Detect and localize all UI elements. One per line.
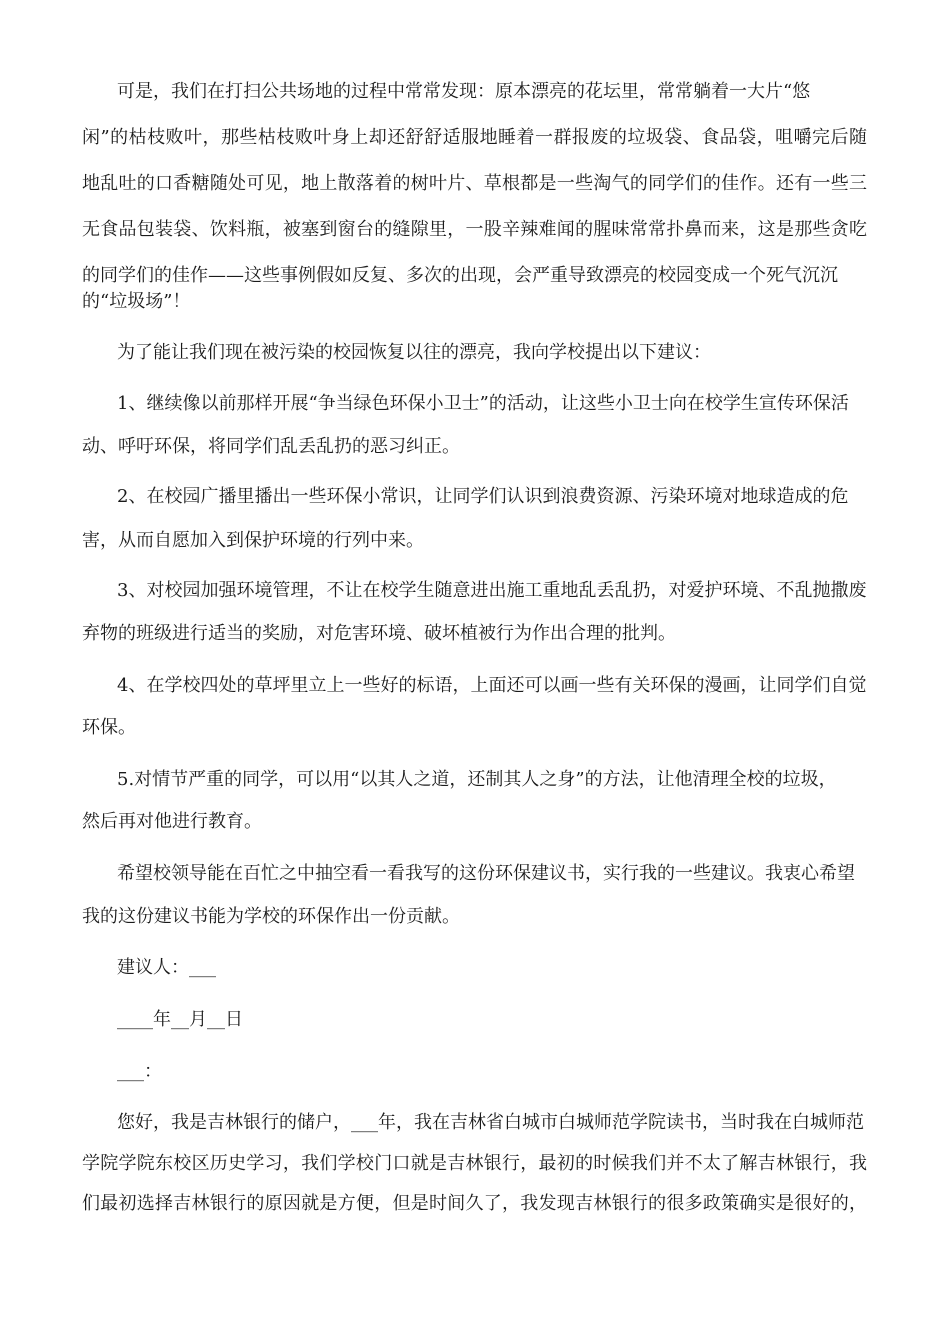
text-line: 我的这份建议书能为学校的环保作出一份贡献。 — [82, 906, 460, 927]
text-line: 学院学院东校区历史学习，我们学校门口就是吉林银行，最初的时候我们并不太了解吉林银行，我 — [82, 1153, 867, 1174]
text-line: 动、呼吁环保，将同学们乱丢乱扔的恶习纠正。 — [82, 436, 460, 457]
text-line: 希望校领导能在百忙之中抽空看一看我写的这份环保建议书，实行我的一些建议。我衷心希望 — [117, 863, 855, 884]
text-line: 闲”的枯枝败叶，那些枯枝败叶身上却还舒舒适服地睡着一群报废的垃圾袋、食品袋，咀嚼完后随 — [82, 127, 867, 148]
text-line: 3、对校园加强环境管理，不让在校学生随意进出施工重地乱丢乱扔，对爱护环境、不乱抛撒废 — [117, 580, 867, 601]
text-line: 您好，我是吉林银行的储户，___年，我在吉林省白城市白城师范学院读书，当时我在白城师范 — [117, 1112, 864, 1133]
text-line: 的“垃圾场”！ — [82, 291, 191, 312]
text-line: 2、在校园广播里播出一些环保小常识，让同学们认识到浪费资源、污染环境对地球造成的危 — [117, 486, 849, 507]
text-line: 弃物的班级进行适当的奖励，对危害环境、破坏植被行为作出合理的批判。 — [82, 623, 676, 644]
text-line: 无食品包装袋、饮料瓶，被塞到窗台的缝隙里，一股辛辣难闻的腥味常常扑鼻而来，这是那些贪吃 — [82, 219, 867, 240]
signature-line: 建议人：___ — [117, 957, 216, 978]
text-line: 害，从而自愿加入到保护环境的行列中来。 — [82, 530, 424, 551]
text-line: 为了能让我们现在被污染的校园恢复以往的漂亮，我向学校提出以下建议： — [117, 342, 711, 363]
text-line: 地乱吐的口香糖随处可见，地上散落着的树叶片、草根都是一些淘气的同学们的佳作。还有一些三 — [82, 173, 867, 194]
text-line: 1、继续像以前那样开展“争当绿色环保小卫士”的活动，让这些小卫士向在校学生宣传环保活 — [117, 393, 849, 414]
text-line: 4、在学校四处的草坪里立上一些好的标语，上面还可以画一些有关环保的漫画，让同学们自觉 — [117, 675, 867, 696]
text-line: 5.对情节严重的同学，可以用“以其人之道，还制其人之身”的方法，让他清理全校的垃圾， — [117, 769, 837, 790]
text-line: 可是，我们在打扫公共场地的过程中常常发现：原本漂亮的花坛里，常常躺着一大片“悠 — [117, 81, 811, 102]
text-line: 们最初选择吉林银行的原因就是方便，但是时间久了，我发现吉林银行的很多政策确实是很好的， — [82, 1193, 867, 1214]
text-line: 环保。 — [82, 717, 136, 738]
date-line: ____年__月__日 — [117, 1009, 243, 1030]
text-line: 的同学们的佳作——这些事例假如反复、多次的出现，会严重导致漂亮的校园变成一个死气沉沉 — [82, 265, 838, 286]
text-line: 然后再对他进行教育。 — [82, 811, 262, 832]
salutation-line: ___： — [117, 1061, 162, 1082]
